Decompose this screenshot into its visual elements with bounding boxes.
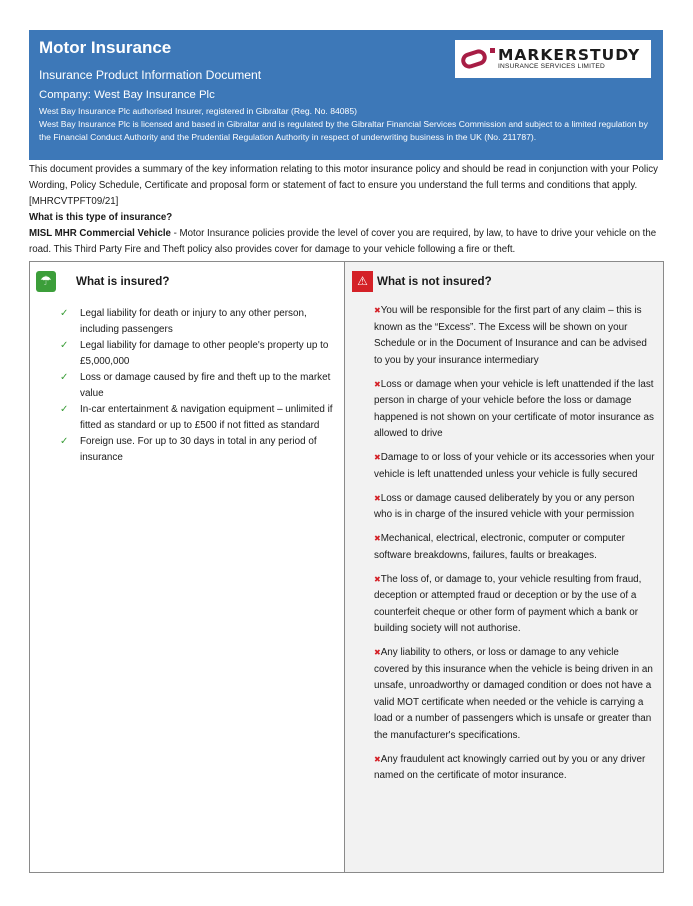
list-item: ✓ Legal liability for death or injury to any other person, including passengers [60, 308, 307, 335]
product-description [29, 226, 669, 258]
cross-icon: ✖ [374, 453, 381, 462]
what-is-not-insured-box [344, 261, 664, 873]
check-icon: ✓ [60, 372, 69, 383]
check-icon: ✓ [60, 404, 69, 415]
cross-icon: ✖ [374, 379, 381, 389]
intro-summary: This document provides a summary of the key information relating to this motor insurance policy and should be read in conjunction with your Policy Wording, Policy Schedule, Certificate and proposal form or statement of fact to ensure you understand the full terms and conditions that apply. [MHRCVTPFT09/21] [29, 164, 658, 207]
list-item: ✓ Foreign use. For up to 30 days in total in any period of insurance [60, 436, 317, 463]
cross-icon: ✖ [374, 534, 381, 543]
list-item: ✖Loss or damage caused deliberately by you or any person who is in charge of the insured vehicle with your permission [374, 492, 635, 520]
list-item: ✖You will be responsible for the first part of any claim – this is known as the “Excess”. The Excess will be shown on your Schedule or in the Document of Insurance and can be advised to you by your insurance intermediary [374, 305, 647, 366]
list-item: ✖Any fraudulent act knowingly carried out by you or any driver named on the certificate of motor insurance. [374, 753, 646, 781]
cross-icon: ✖ [374, 574, 381, 584]
logo-name: MARKERSTUDY [498, 46, 641, 64]
cross-icon: ✖ [374, 648, 381, 657]
warning-icon: ⚠ [352, 271, 373, 292]
cross-icon: ✖ [374, 754, 381, 764]
list-item: ✖Any liability to others, or loss or damage to any vehicle covered by this insurance when the vehicle is being driven in an unsafe, unroadworthy or damaged condition or does not have a valid MOT certificate when needed or the vehicle is carrying a load or a number of passengers which is unsafe or greater than the manufacturer's specifications. [374, 647, 653, 741]
document-subtitle: Insurance Product Information Document [39, 68, 262, 82]
header-banner [29, 30, 663, 160]
list-item: ✖Loss or damage when your vehicle is left unattended if the last person in charge of your vehicle before the loss or damage happened is not shown on your certificate of motor insurance as allowed to drive [374, 378, 654, 439]
check-icon: ✓ [60, 436, 69, 447]
what-is-insured-box [29, 261, 344, 873]
list-item: ✓ Loss or damage caused by fire and theft up to the market value [60, 372, 331, 399]
legal-line-1: West Bay Insurance Plc authorised Insurer, registered in Gibraltar (Reg. No. 84085) [39, 106, 357, 116]
cross-icon: ✖ [374, 493, 381, 503]
not-insured-list [345, 303, 663, 785]
logo-mark-icon [459, 47, 489, 70]
logo-tagline: INSURANCE SERVICES LIMITED [498, 63, 605, 70]
insurance-type-question: What is this type of insurance? [29, 212, 173, 223]
company-name: Company: West Bay Insurance Plc [39, 89, 215, 101]
list-item: ✓ Legal liability for damage to other people's property up to £5,000,000 [60, 340, 329, 367]
check-icon: ✓ [60, 308, 69, 319]
list-item: ✓ In-car entertainment & navigation equipment – unlimited if fitted as standard or up to £500 if not fitted as standard [60, 404, 333, 431]
insured-list [30, 306, 344, 466]
intro-section [29, 162, 669, 258]
product-desc-text: - Motor Insurance policies provide the level of cover you are required, by law, to have to drive your vehicle on the road. This Third Party Fire and Theft policy also provides cover for damage to your vehicle following a fire or theft. [29, 228, 657, 255]
list-item: ✖The loss of, or damage to, your vehicle resulting from fraud, deception or attempted fraud or deception or by the use of a counterfeit cheque or other form of payment which a bank or building society will not authorise. [374, 573, 642, 634]
markerstudy-logo [455, 40, 651, 78]
legal-line-2: West Bay Insurance Plc is licensed and based in Gibraltar and is regulated by the Gibraltar Financial Services Commission and subject to a limited regulation by the Financial Conduct Authority and the Prudential Regulation Authority in respect of underwriting business in the UK (No. 211787). [39, 119, 648, 142]
document-title: Motor Insurance [39, 38, 172, 57]
not-insured-title: What is not insured? [377, 274, 492, 288]
check-icon: ✓ [60, 340, 69, 351]
cross-icon: ✖ [374, 306, 381, 315]
product-name: MISL MHR Commercial Vehicle [29, 228, 171, 239]
list-item: ✖Damage to or loss of your vehicle or its accessories when your vehicle is left unattended unless your vehicle is fully secured [374, 452, 655, 480]
insured-title: What is insured? [76, 274, 170, 288]
list-item: ✖Mechanical, electrical, electronic, computer or computer software breakdowns, failures, faults or breakages. [374, 533, 625, 561]
umbrella-icon: ☂ [36, 271, 56, 292]
